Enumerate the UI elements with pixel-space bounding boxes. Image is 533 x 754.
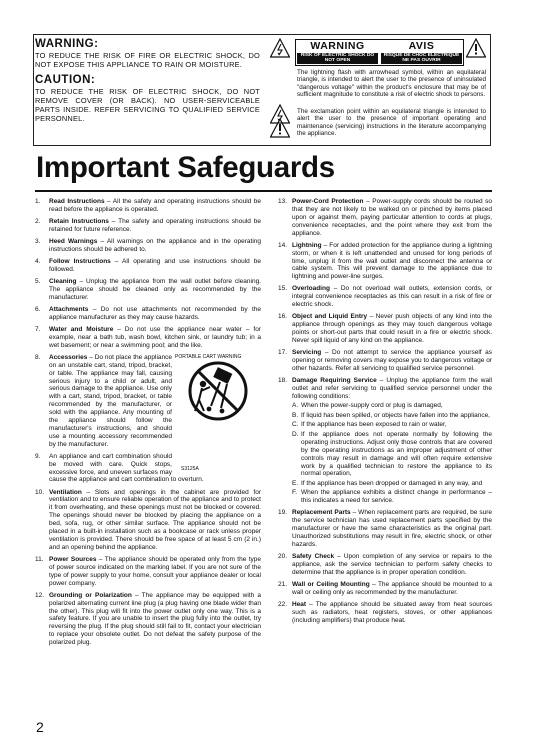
list-item: 5. Cleaning – Unplug the appliance from the wall outlet before cleaning. The appliance should be cleaned only as recommended by the manufacturer. xyxy=(35,278,261,301)
list-item: 11. Power Sources – The appliance should be operated only from the type of power source indicated on the marking label. If you are not sure of the type of power supply to your home, consult your appliance dealer or local power company. xyxy=(35,555,261,587)
page-number: 2 xyxy=(36,719,44,735)
condition-item: B. If liquid has been spilled, or objects have fallen into the appliance, xyxy=(292,411,490,419)
list-item: 10. Ventilation – Slots and openings in the cabinet are provided for ventilation and to ensure reliable operation of the appliance and to protect it from overheating, and these openings must not be blocked or covered. The openings should never be blocked by placing the appliance on a bed, sofa, rug, or other similar surface. The appliance should not be placed in a built-in installation such as a bookcase or rack unless proper ventilation is provided. There should be free space of at least 5 cm (2 in.) and an opening behind the appliance. xyxy=(35,488,261,551)
cart-caption: PORTABLE CART WARNING xyxy=(175,353,242,360)
list-item: 15. Overloading – Do not overload wall outlets, extension cords, or integral convenience receptacles as this can result in a risk of fire or electric shock. xyxy=(278,285,492,309)
exclamation-triangle-icon xyxy=(466,38,486,58)
label-warning-title: WARNING xyxy=(310,40,365,52)
lightning-triangle-icon xyxy=(270,38,290,58)
label-warning-sub: RISK OF ELECTRIC SHOCK DO NOT OPEN xyxy=(297,53,378,64)
condition-item: E. If the appliance has been dropped or damaged in any way, and xyxy=(292,479,483,487)
exclamation-explanation: The exclamation point within an equilateral triangle is intended to alert the user to the presence of important operating and maintenance (servicing) instructions in the literature accompanying the appliance. xyxy=(297,108,486,138)
list-item: 3. Heed Warnings – All warnings on the appliance and in the operating instructions should be adhered to. xyxy=(35,238,261,253)
label-avis-sub: RISQUE DE CHOC ELECTRIQUE NE PAS OUVRIR xyxy=(381,53,462,64)
list-item: 7. Water and Moisture – Do not use the appliance near water – for example, near a bath tub, wash bowl, kitchen sink, or laundry tub; in a wet basement; or near a swimming pool; and the like. xyxy=(35,325,262,349)
cart-code: S3125A xyxy=(181,465,199,472)
condition-item: F. When the appliance exhibits a distinct change in performance – this indicates a need for service. xyxy=(292,489,492,505)
list-item: 22. Heat – The appliance should be situated away from heat sources such as radiators, heat registers, stoves, or other appliances (including amplifiers) that produce heat. xyxy=(278,601,492,624)
list-item: 20. Safety Check – Upon completion of any service or repairs to the appliance, ask the service technician to perform safety checks to determine that the appliance is in proper operation condition. xyxy=(278,553,492,576)
list-item: PORTABLE CART WARNING S3125A 8. Accessories – Do not place the appliance on an unstable cart, stand, tripod, bracket, or table. The appliance may fall, causing serious injury to a child or adult, and serious damage to the appliance. Use only with a cart, stand, tripod, bracket, or table recommended by the manufacturer, or sold with the appliance. Any mounting of the appliance should follow the manufacturer's instructions, and should use a mounting accessory recommended by the manufacturer. 9. An appliance and cart combination should be moved with care. Quick stops, excessive force, and uneven surfaces may cause the appliance and cart combination to overturn. xyxy=(35,354,261,485)
warning-label xyxy=(295,39,464,66)
list-item: 9. An appliance and cart combination should be moved with care. Quick stops, excessive force, and uneven surfaces may cause the appliance and cart combination to overturn. xyxy=(35,452,204,484)
list-item: 18. Damage Requiring Service – Unplug the appliance form the wall outlet and refer servicing to qualified service personnel under the following conditions: A. When the power-supply cord or plug is damaged, B. If liquid has been spilled, or objects have fallen into the appliance, C. If the appliance has been exposed to rain or water, D. If the appliance does not operate normally by following the operating instructions. Adjust only those controls that are covered by the operating instructions as an improper adjustment of other controls may result in damage and will often require extensive work by a qualified technician to restore the appliance to its normal operation, E. If the appliance has been dropped or damaged in any way, and F. When the appliance exhibits a distinct change in performance – this indicates a need for service. xyxy=(278,377,493,505)
page-title: Important Safeguards xyxy=(36,151,335,184)
list-item: 13. Power-Cord Protection – Power-supply cords should be routed so that they are not likely to be walked on or pinched by items placed upon or against them, paying particular attention to cords at plugs, convenience receptacles, and the point where they exit from the appliance. xyxy=(278,198,492,237)
list-item: 14. Lightning – For added protection for the appliance during a lightning storm, or when it is left unattended and unused for long periods of time, unplug it from the wall outlet and disconnect the antenna or cable system. This will prevent damage to the appliance due to lightning and power-line surges. xyxy=(278,241,492,281)
left-column xyxy=(35,198,261,651)
list-item: 21. Wall or Ceiling Mounting – The appliance should be mounted to a wall or ceiling only as recommended by the manufacturer. xyxy=(278,581,492,596)
list-item: 16. Object and Liquid Entry – Never push objects of any kind into the appliance through openings as they may touch dangerous voltage points or short-out parts that could result in a fire or electric shock. Never spill liquid of any kind on the appliance. xyxy=(278,313,492,345)
list-item: 6. Attachments – Do not use attachments not recommended by the appliance manufacturer as they may cause hazards. xyxy=(35,305,261,321)
list-item: 12. Grounding or Polarization – The appliance may be equipped with a polarized alternating current line plug (a plug having one blade wider than the other). This plug will fit into the power outlet only one way. This is a safety feature. If you are unable to insert the plug fully into the outlet, try reversing the plug. If the plug should still fail to fit, contact your electrician to replace your obsolete outlet. Do not defeat the safety purpose of the polarized plug. xyxy=(35,591,262,647)
exclamation-triangle-icon xyxy=(270,118,290,138)
list-item: 1. Read Instructions – All the safety and operating instructions should be read before the appliance is operated. xyxy=(35,198,261,213)
list-item: 4. Follow Instructions – All operating and use instructions should be followed. xyxy=(35,258,261,273)
list-item: 17. Servicing – Do not attempt to service the appliance yourself as opening or removing covers may expose you to dangerous voltage or other hazards. Refer all servicing to qualified service personnel. xyxy=(278,349,492,372)
lightning-explanation: The lightning flash with arrowhead symbol, within an equilateral triangle, is intended to alert the user to the presence of uninsulated "dangerous voltage" within the product's enclosure that may be of sufficient magnitude to constitute a risk of electric shock to persons. xyxy=(297,69,486,99)
condition-item: D. If the appliance does not operate normally by following the operating instructions. Adjust only those controls that are covered by the operating instructions as an improper adjustment of other controls may result in damage and will often require extensive work by a qualified technician to restore the appliance to its normal operation, xyxy=(292,430,492,478)
right-column xyxy=(278,198,492,629)
caution-text: TO REDUCE THE RISK OF ELECTRIC SHOCK, DO NOT REMOVE COVER (OR BACK). NO USER-SERVICEABLE PARTS INSIDE. REFER SERVICING TO QUALIFIED SERVICE PERSONNEL. xyxy=(35,86,260,124)
list-item: 2. Retain Instructions – The safety and operating instructions should be retained for future reference. xyxy=(35,218,261,233)
warning-heading: WARNING: xyxy=(35,38,99,50)
title-rule xyxy=(35,190,492,192)
condition-item: C. If the appliance has been exposed to rain or water, xyxy=(292,421,447,429)
label-avis-title: AVIS xyxy=(408,40,435,52)
caution-heading: CAUTION: xyxy=(35,73,96,86)
condition-item: A. When the power-supply cord or plug is damaged, xyxy=(292,402,443,410)
list-item: 19. Replacement Parts – When replacement parts are required, be sure the service technician has used replacement parts specified by the manufacturer or have the same characteristics as the original part. Unauthorized substitutions may result in fire, electric shock, or other hazards. xyxy=(278,509,492,549)
cart-tipover-icon xyxy=(175,360,261,426)
warning-caution-block xyxy=(35,38,260,128)
warning-text: TO REDUCE THE RISK OF FIRE OR ELECTRIC SHOCK, DO NOT EXPOSE THIS APPLIANCE TO RAIN OR MOISTURE. xyxy=(35,51,260,70)
